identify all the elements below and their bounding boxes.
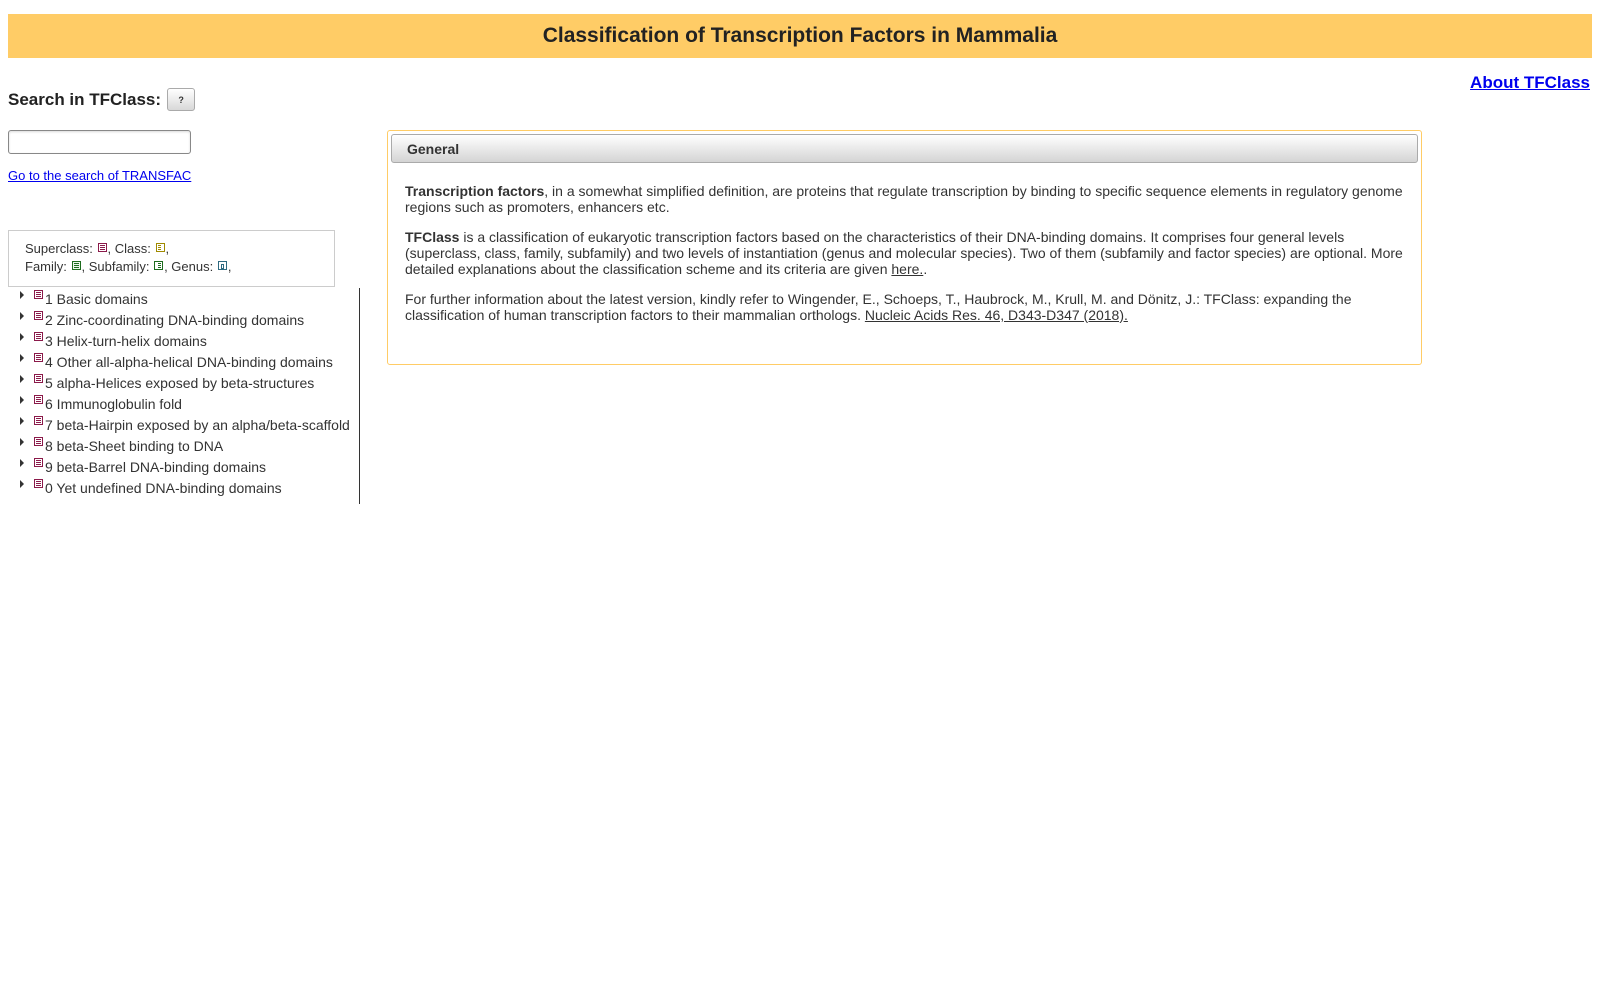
tree-item-superclass-0[interactable] — [8, 477, 359, 498]
paragraph-text: For further information about the latest version, kindly refer to Wingender, E., Schoeps, T., Haubrock, M., Krull, M. and Dönitz, J.: TFClass: expanding the classification of human transcription factors to their mammalian orthologs. — [405, 291, 1352, 323]
class-icon — [156, 243, 165, 252]
general-panel — [387, 130, 1422, 365]
tree-item-label[interactable]: 4 Other all-alpha-helical DNA-binding domains — [45, 353, 333, 370]
header-banner — [8, 14, 1592, 58]
legend-genus-label: , Genus: — [164, 259, 214, 274]
transfac-search-link[interactable]: Go to the search of TRANSFAC — [8, 168, 192, 183]
superclass-icon — [34, 311, 43, 320]
tree-item-superclass-6[interactable] — [8, 393, 359, 414]
superclass-icon — [34, 374, 43, 383]
paragraph-text: , in a somewhat simplified definition, are proteins that regulate transcription by binding to specific sequence elements in regulatory genome regions such as promoters, enhancers etc. — [405, 183, 1403, 215]
superclass-icon — [34, 290, 43, 299]
superclass-icon — [34, 437, 43, 446]
citation-link[interactable]: Nucleic Acids Res. 46, D343-D347 (2018). — [864, 307, 1128, 323]
tree-item-superclass-2[interactable] — [8, 309, 359, 330]
superclass-icon — [34, 458, 43, 467]
expand-arrow-icon[interactable] — [20, 333, 24, 341]
superclass-icon — [34, 353, 43, 362]
term-transcription-factors: Transcription factors — [405, 183, 545, 199]
page-title: Classification of Transcription Factors in Mammalia — [542, 24, 1058, 47]
tree-item-label[interactable]: 5 alpha-Helices exposed by beta-structures — [45, 374, 315, 391]
tree-item-superclass-7[interactable] — [8, 414, 359, 435]
expand-arrow-icon[interactable] — [20, 396, 24, 404]
superclass-icon — [34, 479, 43, 488]
tree-item-superclass-3[interactable] — [8, 330, 359, 351]
search-title: Search in TFClass: — [8, 89, 162, 109]
tree-item-superclass-4[interactable] — [8, 351, 359, 372]
expand-arrow-icon[interactable] — [20, 459, 24, 467]
tree-item-label[interactable]: 7 beta-Hairpin exposed by an alpha/beta-scaffold — [45, 416, 350, 433]
legend-class-label: , Class: — [107, 241, 151, 256]
superclass-icon — [34, 332, 43, 341]
legend-subfamily-label: , Subfamily: — [81, 259, 150, 274]
legend-line-2 — [25, 258, 318, 276]
expand-arrow-icon[interactable] — [20, 480, 24, 488]
expand-arrow-icon[interactable] — [20, 417, 24, 425]
tree-item-label[interactable]: 9 beta-Barrel DNA-binding domains — [45, 458, 266, 475]
here-link[interactable]: here. — [891, 261, 924, 277]
panel-title: General — [407, 140, 460, 157]
tree-item-label[interactable]: 6 Immunoglobulin fold — [45, 395, 182, 412]
tree-item-label[interactable]: 0 Yet undefined DNA-binding domains — [45, 479, 282, 496]
tree-item-superclass-1[interactable] — [8, 288, 359, 309]
tree-item-superclass-5[interactable] — [8, 372, 359, 393]
paragraph-end: . — [923, 261, 928, 277]
expand-arrow-icon[interactable] — [20, 354, 24, 362]
paragraph-tfclass — [405, 229, 1405, 277]
superclass-icon — [98, 243, 107, 252]
term-tfclass: TFClass — [405, 229, 460, 245]
legend-comma: , — [165, 241, 170, 256]
help-button[interactable]: ? — [167, 88, 195, 111]
level-legend — [8, 230, 335, 287]
legend-line-1 — [25, 240, 318, 258]
tree-item-label[interactable]: 8 beta-Sheet binding to DNA — [45, 437, 224, 454]
superclass-icon — [34, 395, 43, 404]
paragraph-further-info — [405, 291, 1405, 323]
tree-item-label[interactable]: 1 Basic domains — [45, 290, 148, 307]
classification-tree — [8, 288, 360, 504]
expand-arrow-icon[interactable] — [20, 291, 24, 299]
panel-header[interactable] — [391, 134, 1418, 163]
search-input[interactable] — [8, 130, 191, 154]
family-icon — [72, 261, 81, 270]
expand-arrow-icon[interactable] — [20, 312, 24, 320]
search-header — [8, 88, 195, 111]
genus-icon — [218, 261, 227, 270]
expand-arrow-icon[interactable] — [20, 375, 24, 383]
tree-item-label[interactable]: 3 Helix-turn-helix domains — [45, 332, 207, 349]
subfamily-icon — [154, 261, 163, 270]
legend-comma-2: , — [227, 259, 232, 274]
paragraph-text: is a classification of eukaryotic transcription factors based on the characteristics of their DNA-binding domains. It comprises four general levels (superclass, class, family, subfamily) and two levels of instantiation (genus and molecular species). Two of them (subfamily and factor species) are optional. More detailed explanations about the classification scheme and its criteria are given — [405, 229, 1403, 277]
paragraph-transcription-factors — [405, 183, 1405, 215]
legend-superclass-label: Superclass: — [25, 241, 93, 256]
tree-item-superclass-9[interactable] — [8, 456, 359, 477]
about-tfclass-link[interactable]: About TFClass — [1470, 73, 1590, 92]
legend-family-label: Family: — [25, 259, 67, 274]
panel-body — [405, 183, 1405, 337]
tree-item-superclass-8[interactable] — [8, 435, 359, 456]
superclass-icon — [34, 416, 43, 425]
tree-item-label[interactable]: 2 Zinc-coordinating DNA-binding domains — [45, 311, 305, 328]
expand-arrow-icon[interactable] — [20, 438, 24, 446]
